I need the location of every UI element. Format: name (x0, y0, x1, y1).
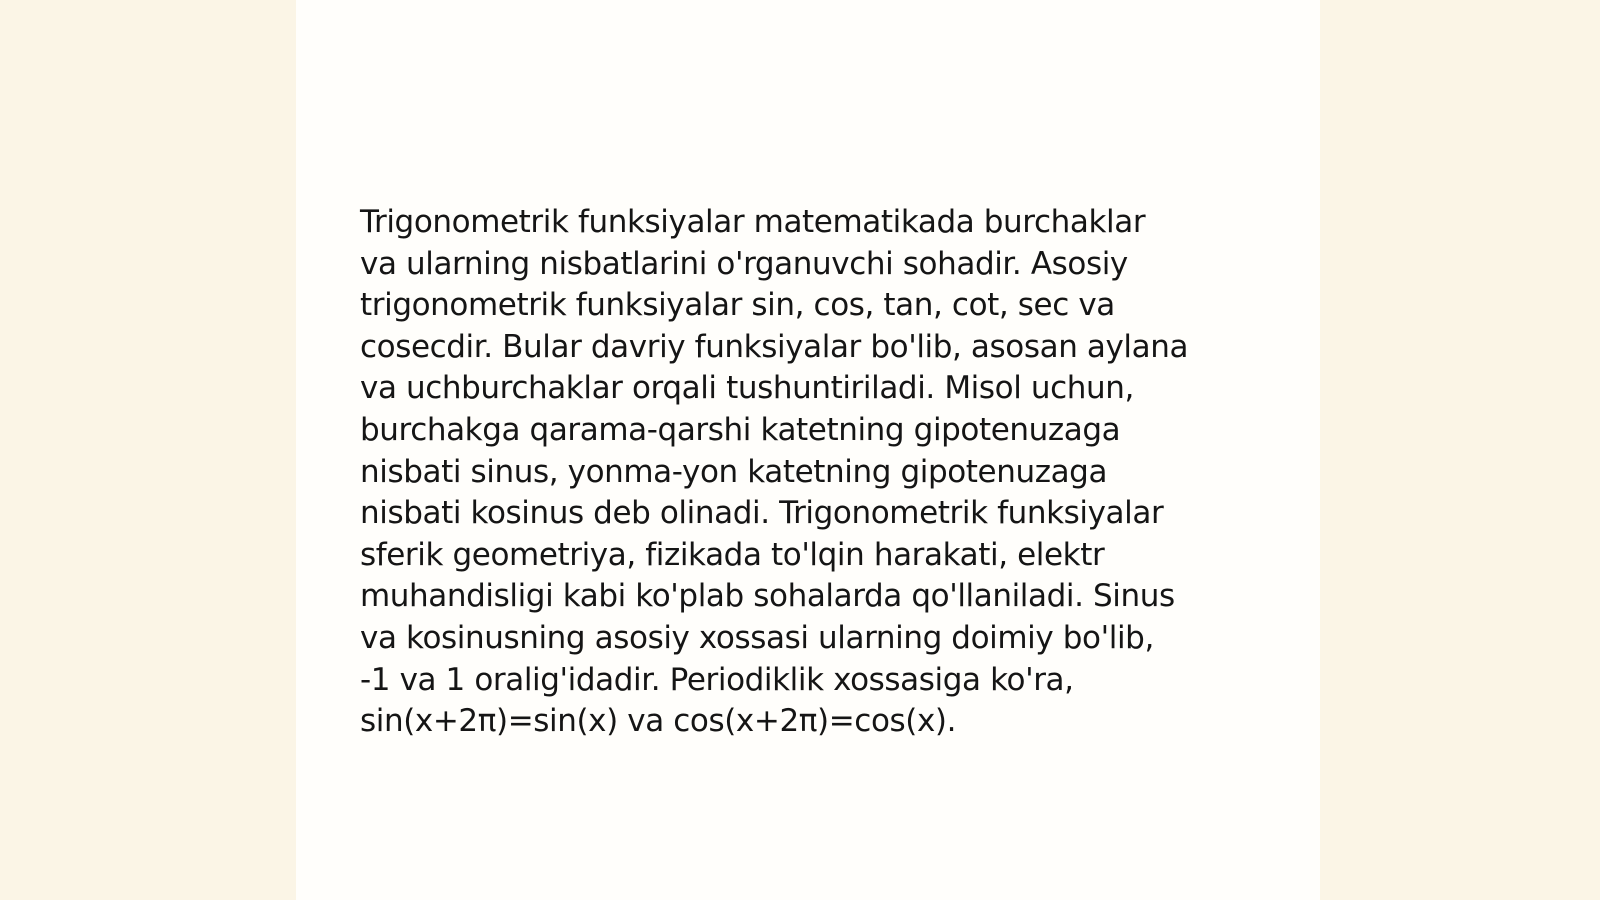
text-line: sferik geometriya, fizikada to'lqin harakati, elektr (360, 536, 1105, 573)
text-line: -1 va 1 oralig'idadir. Periodiklik xossasiga ko'ra, (360, 661, 1074, 698)
body-text (360, 202, 1260, 743)
text-line: trigonometrik funksiyalar sin, cos, tan, cot, sec va (360, 287, 1115, 324)
text-line: nisbati sinus, yonma-yon katetning gipotenuzaga (360, 453, 1108, 490)
text-line: va kosinusning asosiy xossasi ularning doimiy bo'lib, (360, 619, 1154, 656)
text-line: sin(x+2π)=sin(x) va cos(x+2π)=cos(x). (360, 703, 957, 740)
text-line: Trigonometrik funksiyalar matematikada burchaklar (360, 204, 1146, 240)
text-line: va ularning nisbatlarini o'rganuvchi sohadir. Asosiy (360, 245, 1128, 282)
slide (296, 0, 1320, 900)
text-line: va uchburchaklar orqali tushuntiriladi. Misol uchun, (360, 370, 1134, 407)
text-line: nisbati kosinus deb olinadi. Trigonometrik funksiyalar (360, 495, 1164, 532)
text-line: muhandisligi kabi ko'plab sohalarda qo'llaniladi. Sinus (360, 578, 1175, 615)
text-line: burchakga qarama-qarshi katetning gipotenuzaga (360, 411, 1121, 448)
text-line: cosecdir. Bular davriy funksiyalar bo'lib, asosan aylana (360, 328, 1189, 365)
